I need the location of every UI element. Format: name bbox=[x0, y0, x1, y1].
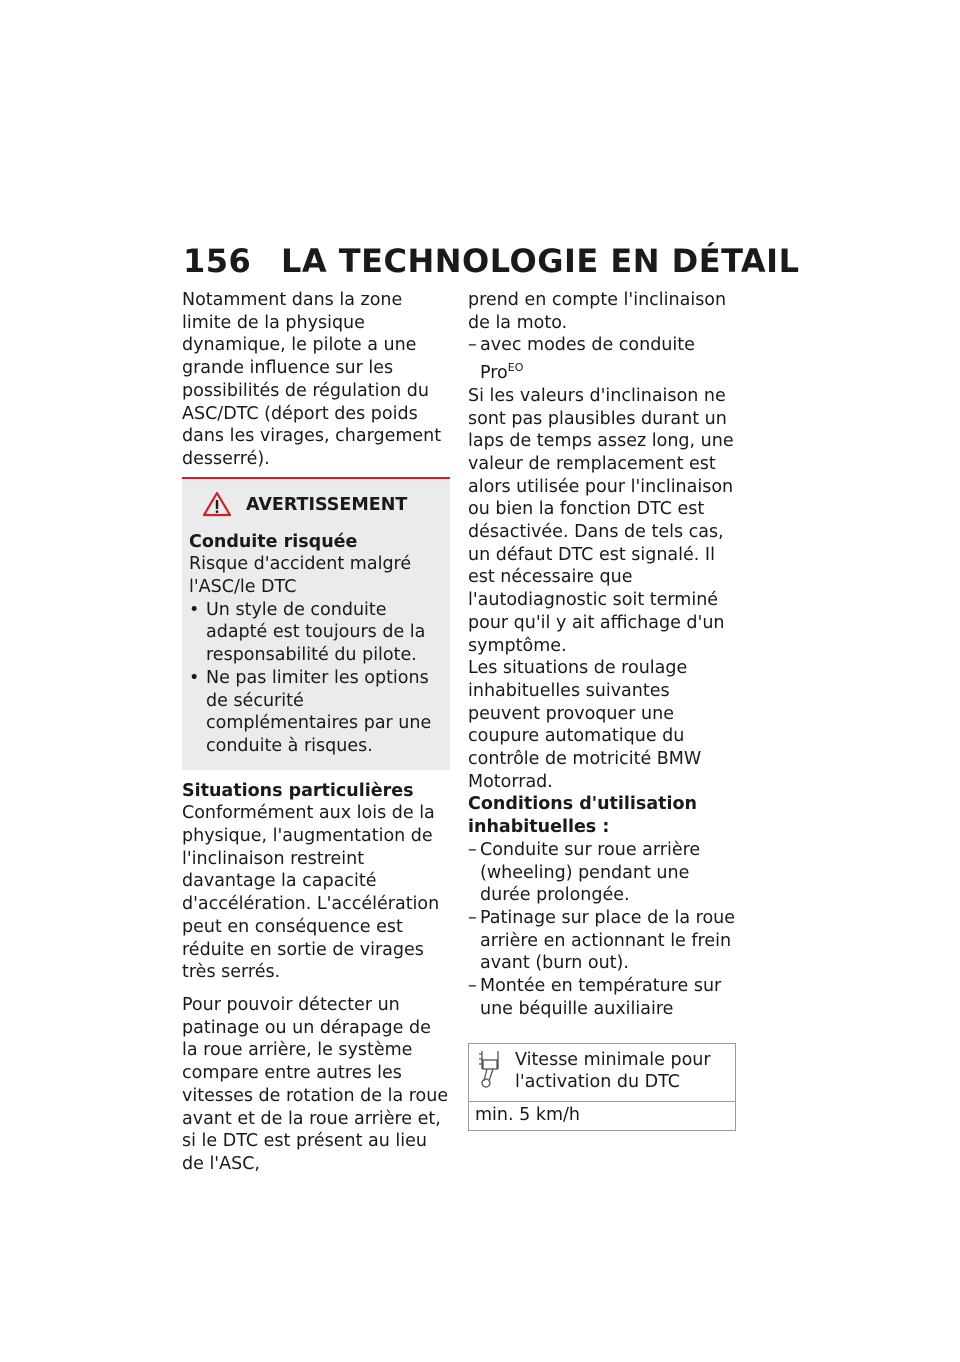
condition-item: – Conduite sur roue arrière (wheeling) pendant une durée prolongée. bbox=[468, 839, 740, 907]
continuation-paragraph: prend en compte l'inclinaison de la moto. bbox=[468, 290, 727, 333]
warning-list bbox=[189, 599, 443, 758]
chapter-title: LA TECHNOLOGIE EN DÉTAIL bbox=[281, 242, 800, 280]
conditions-heading: Conditions d'utilisation inhabituelles : bbox=[468, 794, 697, 838]
warning-label: AVERTISSEMENT bbox=[246, 494, 408, 515]
conditions-list bbox=[468, 839, 740, 1021]
warning-text: Risque d'accident malgré l'ASC/le DTC bbox=[189, 554, 412, 598]
spec-table bbox=[468, 1043, 736, 1131]
page-number: 156 bbox=[183, 242, 252, 280]
condition-item: – Montée en température sur une béquille auxiliaire bbox=[468, 975, 740, 1020]
right-column bbox=[468, 289, 740, 1131]
mode-name: Pro bbox=[480, 363, 508, 384]
detection-paragraph: Pour pouvoir détecter un patinage ou un dérapage de la roue arrière, le système compare entre autres les vitesses de rotation de la roue avant et de la roue arrière et, si le DTC est présent au lieu de l'ASC, bbox=[182, 994, 449, 1174]
values-paragraph: Si les valeurs d'inclinaison ne sont pas plausibles durant un laps de temps assez long, une valeur de remplacement est alors utilisée pour l'inclinaison ou bien la fonction DTC est désactivée. Dans de tels cas, un défaut DTC est signalé. Il est nécessaire que l'autodiagnostic soit terminé pour qu'il y ait affichage d'un symptôme. bbox=[468, 385, 734, 656]
intro-paragraph: Notamment dans la zone limite de la physique dynamique, le pilote a une grande influence sur les possibilités de régulation du ASC/DTC (déport des poids dans les virages, chargement desserré). bbox=[182, 290, 442, 469]
mode-item bbox=[468, 334, 740, 384]
spec-label: Vitesse minimale pour l'activation du DTC bbox=[515, 1049, 711, 1093]
warning-box bbox=[182, 479, 450, 770]
condition-item: – Patinage sur place de la roue arrière en actionnant le frein avant (burn out). bbox=[468, 907, 740, 975]
warning-bullet: • Ne pas limiter les options de sécurité complémentaires par une conduite à risques. bbox=[189, 667, 443, 758]
mode-sup: EO bbox=[507, 361, 524, 375]
section-heading: Situations particulières bbox=[182, 780, 414, 801]
section-paragraph: Conformément aux lois de la physique, l'augmentation de l'inclinaison restreint davantage la capacité d'accélération. L'accélération peut en conséquence est réduite en sortie de virages très serrés. bbox=[182, 803, 440, 983]
page-header bbox=[183, 242, 800, 282]
mode-list bbox=[468, 334, 740, 384]
warning-triangle-icon bbox=[202, 491, 232, 517]
piston-icon bbox=[475, 1049, 505, 1089]
spec-header bbox=[469, 1044, 735, 1103]
warning-bullet: • Un style de conduite adapté est toujours de la responsabilité du pilote. bbox=[189, 599, 443, 667]
mode-line: avec modes de conduite bbox=[480, 335, 695, 356]
left-column bbox=[182, 289, 450, 1176]
spec-value: min. 5 km/h bbox=[475, 1105, 580, 1126]
warning-heading: Conduite risquée bbox=[189, 531, 358, 552]
situations-paragraph: Les situations de roulage inhabituelles suivantes peuvent provoquer une coupure automatique du contrôle de motricité BMW Motorrad. bbox=[468, 658, 702, 792]
warning-title bbox=[189, 491, 443, 531]
